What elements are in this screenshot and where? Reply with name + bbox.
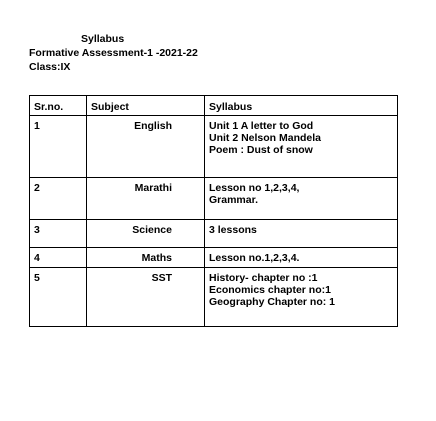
table-row [30,248,398,268]
syllabus-cell [205,268,398,327]
table-row [30,116,398,178]
syllabus-line: Geography Chapter no: 1 [209,296,336,308]
subject-cell: English [87,116,205,178]
syllabus-line: Unit 1 A letter to God [209,120,314,132]
syllabus-cell [205,116,398,178]
syllabus-line: Unit 2 Nelson Mandela [209,132,322,144]
syllabus-line: Grammar. [209,194,259,206]
syllabus-cell [205,220,398,248]
syllabus-line: 3 lessons [209,224,257,236]
syllabus-table [29,95,398,327]
document-title: Syllabus [81,33,125,45]
syllabus-line: Lesson no.1,2,3,4. [209,252,300,264]
subject-cell: Science [87,220,205,248]
syllabus-cell [205,248,398,268]
srno-cell: 1 [30,116,87,178]
class-label: Class:IX [29,61,71,73]
srno-cell: 5 [30,268,87,327]
syllabus-line: History- chapter no :1 [209,272,318,284]
column-header-syllabus: Syllabus [205,96,398,116]
column-header-srno: Sr.no. [30,96,87,116]
table-row [30,220,398,248]
table-row [30,178,398,220]
subject-cell: Marathi [87,178,205,220]
column-header-subject: Subject [87,96,205,116]
table-header-row [30,96,398,116]
syllabus-line: Economics chapter no:1 [209,284,331,296]
assessment-title: Formative Assessment-1 -2021-22 [29,47,198,59]
subject-cell: SST [87,268,205,327]
srno-cell: 2 [30,178,87,220]
table-row [30,268,398,327]
subject-cell: Maths [87,248,205,268]
syllabus-line: Poem : Dust of snow [209,144,313,156]
srno-cell: 3 [30,220,87,248]
syllabus-line: Lesson no 1,2,3,4, [209,182,300,194]
srno-cell: 4 [30,248,87,268]
syllabus-cell [205,178,398,220]
